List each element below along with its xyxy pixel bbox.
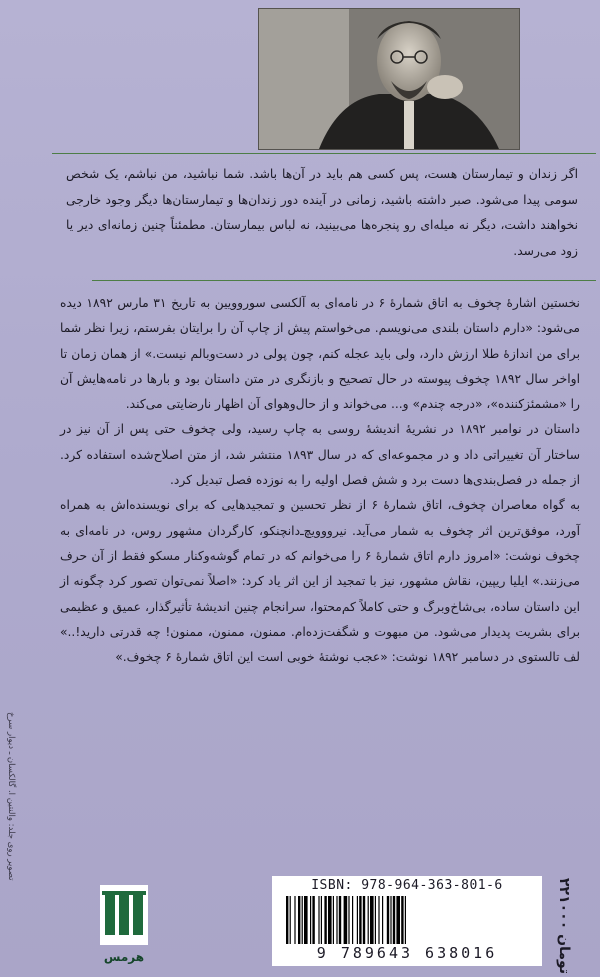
price-label: ۲۲۱۰۰۰ تومان [556,878,572,975]
barcode-bar [312,896,314,944]
barcode-bar [357,896,358,944]
barcode-bar [348,896,349,944]
barcode-bar [290,896,291,944]
barcode-bar [401,896,403,944]
barcode [272,876,542,966]
blurb-text [60,291,580,670]
paragraph: به گواه معاصران چخوف، اتاق شمارهٔ ۶ از نظر تحسین و تمجیدهایی که برای نویسنده‌اش به همراه آورد، موفق‌ترین اثر چخوف به شمار می‌آید. نیرووویچ‌ـ‌دانچنکو، کارگردان مشهور روس، در نامه‌ای به چخوف نوشت: «امروز دارم اتاق شمارهٔ ۶ را می‌خوانم که در تمام گوشه‌وکنار مسکو فقط از آن حرف می‌زنند.» ایلیا ریپین، نقاش مشهور، نیز با تمجید از این اثر یاد کرد: «اصلاً نمی‌توان تصور کرد چگونه از این داستان ساده، بی‌شاخ‌وبرگ و حتی کاملاً کم‌محتوا، سرانجام چنین اندیشهٔ تأثیرگذار، عمیق و عظیمی برای بشریت پدیدار می‌شود. من مبهوت و شگفت‌زده‌ام. ممنون، ممنون، ممنون! چه قدرتی دارید!..» لف تالستوی در دسامبر ۱۸۹۲ نوشت: «عجب نوشتهٔ خوبی است این اتاق شمارهٔ ۶ چخوف.» [60,498,580,665]
barcode-bar [378,896,379,944]
barcode-bar [368,896,369,944]
barcode-bar [294,896,295,944]
barcode-bar [396,896,400,944]
barcode-bar [298,896,300,944]
author-portrait [258,8,520,150]
barcode-bar [328,896,332,944]
barcode-bar [352,896,353,944]
chekhov-quote: اگر زندان و تیمارستان هست، پس کسی هم باید در آن‌ها باشد. شما نباشید، من نباشم، یک شخص سومی پیدا می‌شود. صبر داشته باشید، زمانی در آینده دور زندان‌ها و تیمارستان‌ها دیگر وجود خارجی نخواهند داشت، دیگر نه میله‌ای رو پنجره‌ها می‌بینید، نه لباس بیمارستان. مطمئناً چنین زمانه‌ای دیر یا زود می‌رسد. [66,167,578,258]
barcode-bars [286,896,528,944]
barcode-bar [310,896,311,944]
divider-top [52,153,596,154]
barcode-bar [324,896,326,944]
barcode-bar [375,896,376,944]
isbn-number: ISBN: 978-964-363-801-6 [311,878,503,893]
hermes-logo-icon [100,880,148,960]
barcode-bar [370,896,374,944]
barcode-bar [387,896,389,944]
barcode-bar [336,896,337,944]
barcode-bar [333,896,334,944]
barcode-bar [321,896,322,944]
barcode-bar [339,896,341,944]
cover-image-credit: تصویر روی جلد: والنتین ا. گالکسان ـ‌ دیوار سرخ [6,712,16,881]
barcode-bar [363,896,365,944]
paragraph: نخستین اشارهٔ چخوف به اتاق شمارهٔ ۶ در نامه‌ای به آلکسی سوروویین به تاریخ ۳۱ مارس ۱۸۹۲ دیده می‌شود: «دارم داستان بلندی می‌نویسم. می‌خواستم پیش از چاپ آن را برایتان بفرستم، زیرا نظر شما برای من اندازهٔ طلا ارزش دارد، ولی باید عجله کنم، چون پولی در دست‌وبالم نیست.» از همان زمان تا اواخر سال ۱۸۹۲ چخوف پیوسته در حال تصحیح و بازنگری در متن داستان بود و بارها در نامه‌هایش آن را «مشمئزکننده»، «درجه چندم» و... می‌خواند و از حال‌وهوای آن اظهار نارضایتی می‌کند. [60,296,580,412]
barcode-digits: 9 789643 638016 [316,944,498,962]
barcode-bar [390,896,391,944]
barcode-bar [344,896,348,944]
barcode-bar [405,896,406,944]
paragraph: داستان در نوامبر ۱۸۹۲ در نشریهٔ اندیشهٔ روسی به چاپ رسید، ولی چخوف حتی پس از آن نیز در ساختار آن تغییراتی داد و در مجموعه‌ای که در سال ۱۸۹۳ منتشر شد، از متن اصلاح‌شده استفاده کرد. از جمله در فصل‌بندی‌ها دست برد و شش فصل اولیه را به نوزده فصل تبدیل کرد. [60,422,580,488]
barcode-bar [302,896,303,944]
barcode-bar [286,896,288,944]
barcode-bar [393,896,395,944]
barcode-bar [359,896,361,944]
barcode-bar [382,896,383,944]
divider-middle [92,280,596,281]
barcode-bar [304,896,308,944]
publisher-name: هرمس [103,950,145,964]
barcode-bar [318,896,319,944]
